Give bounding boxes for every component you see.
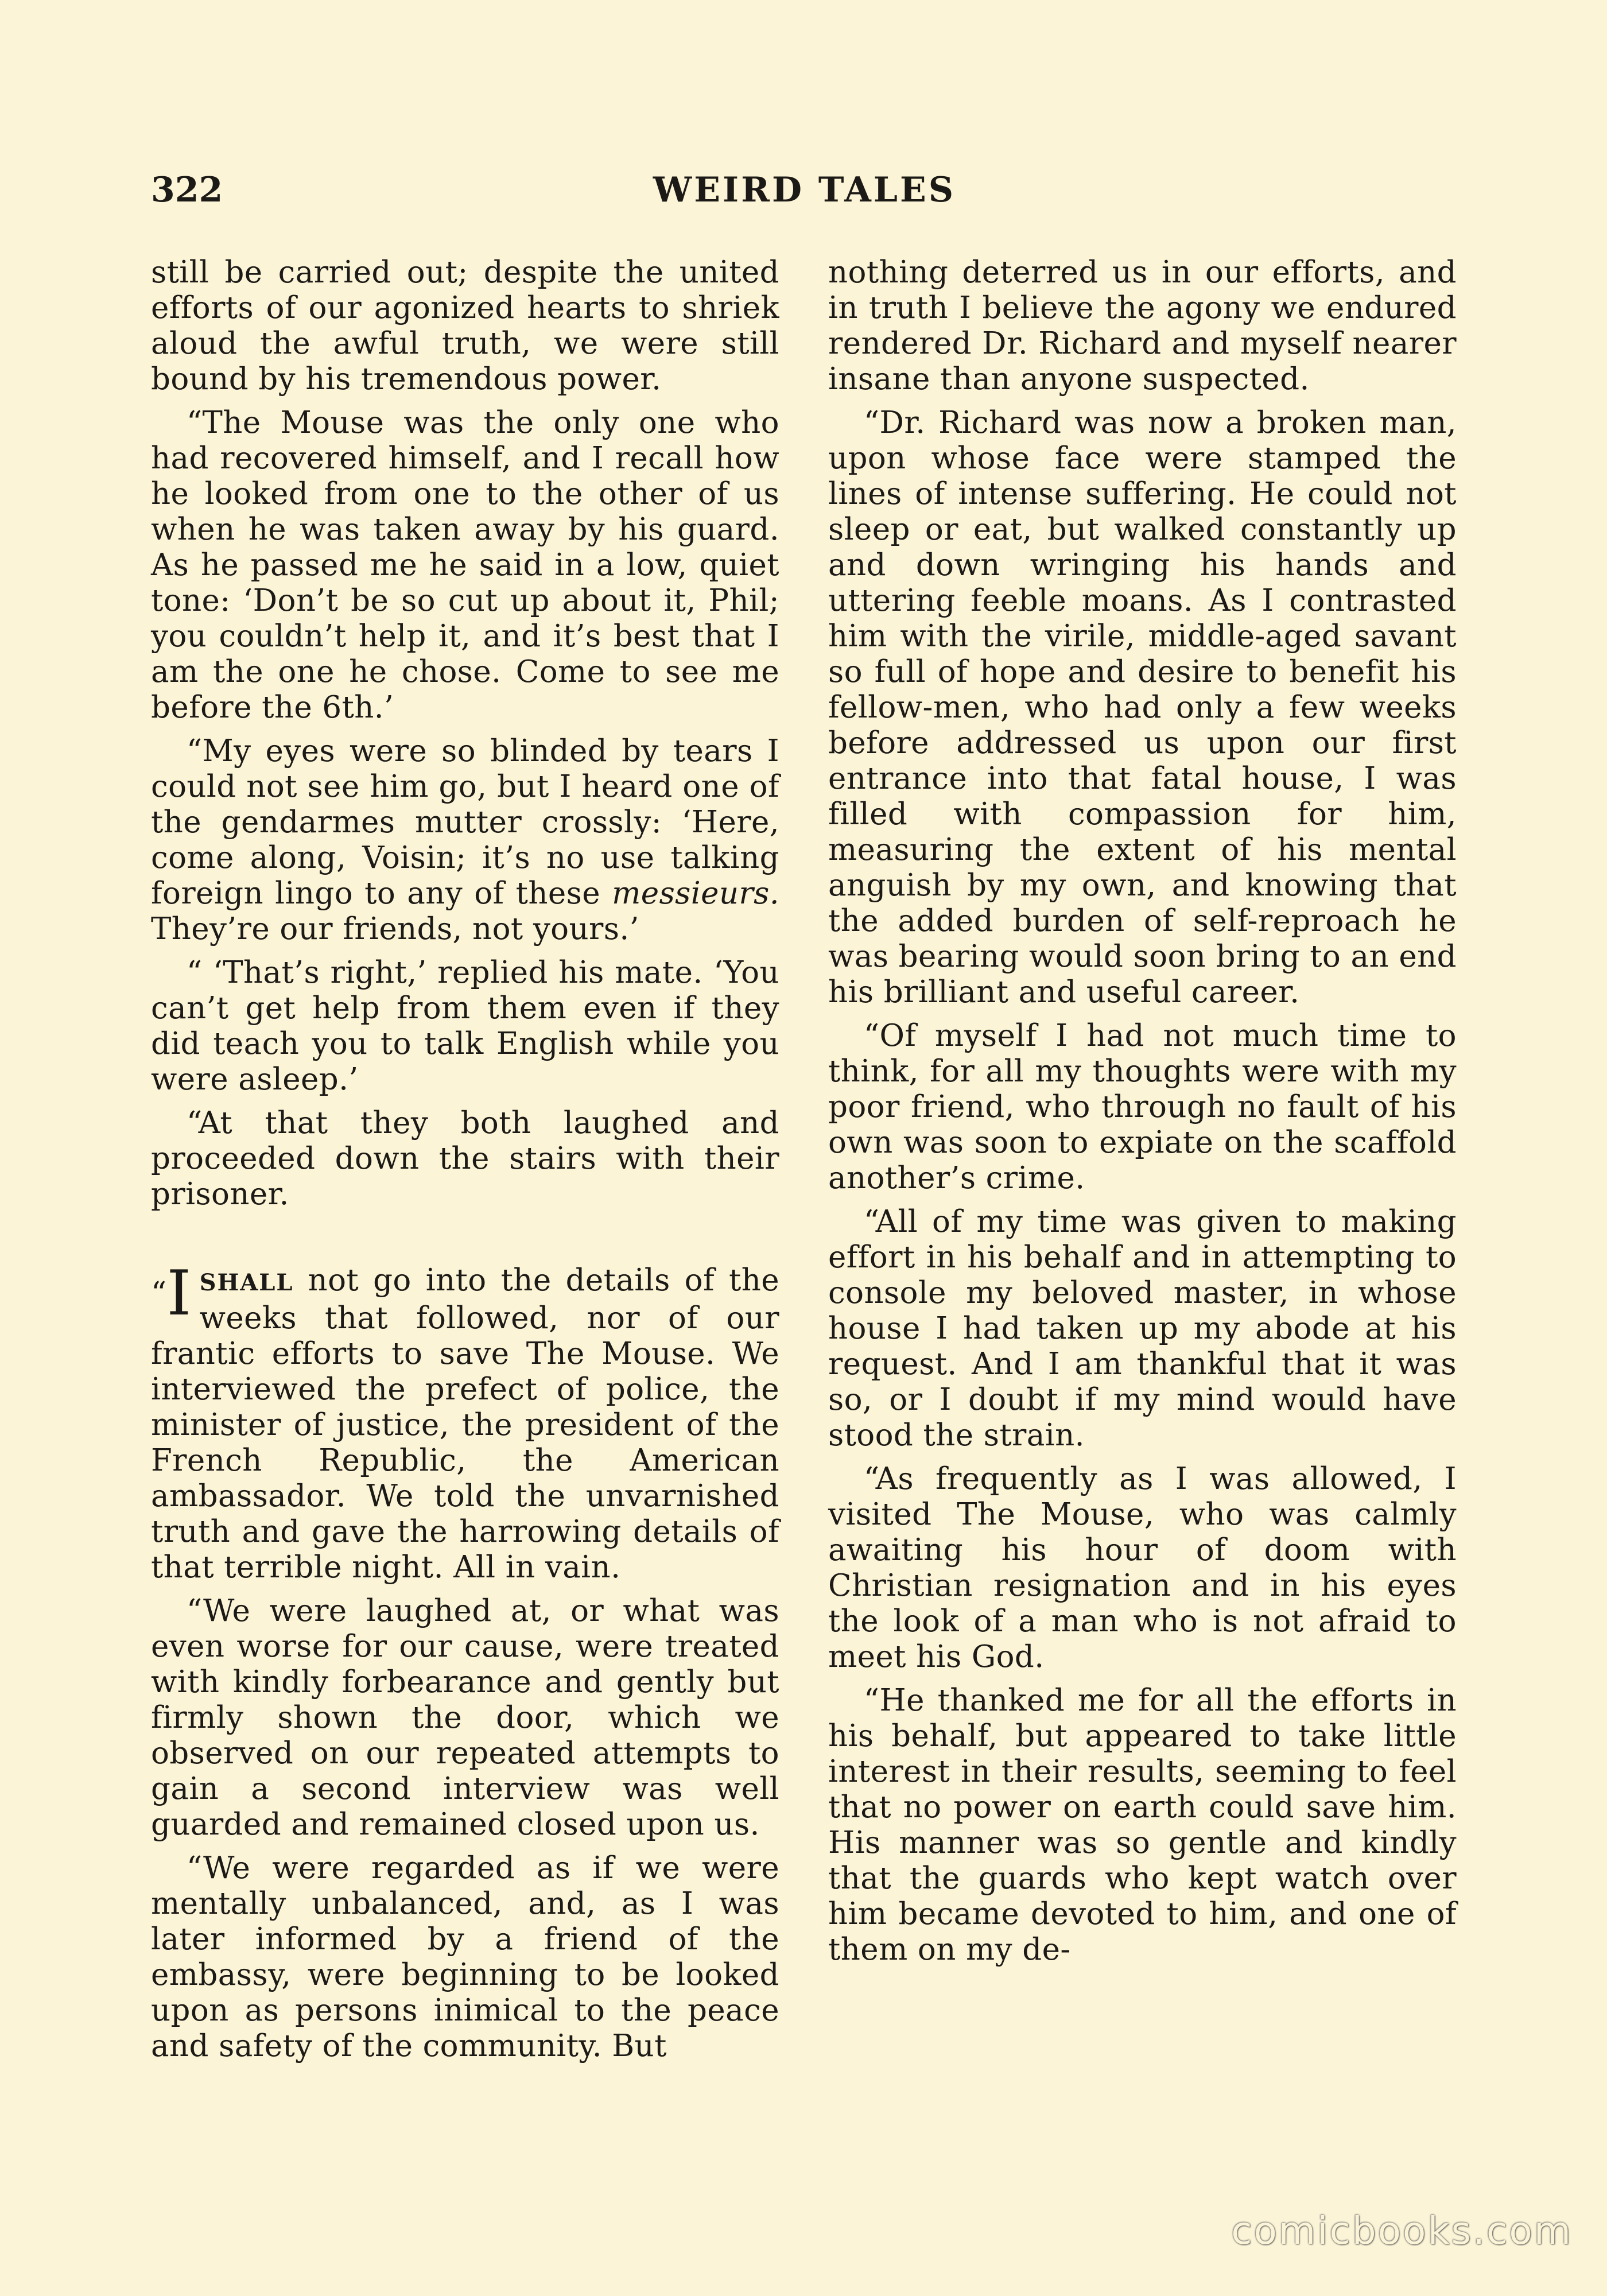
paragraph: “Of myself I had not much time to think, for all my thoughts were with my poor friend, who through no fault of his own was soon to expiate on the scaffold another’s crime. [828,1018,1457,1196]
left-column [151,255,779,2072]
right-column [828,255,1457,1976]
paragraph-text: not go into the details of the weeks that followed, nor of our frantic efforts to save The Mouse. We interviewed the prefect of police, the minister of justice, the president of the French Republic, the American ambassador. We told the unvarnished truth and gave the harrowing details of that terrible night. All in vain. [151,1263,779,1585]
small-caps-word: SHALL [199,1269,294,1296]
drop-cap-letter: I [166,1258,192,1329]
paragraph-text: “My eyes were so blinded by tears I could not see him go, but I heard one of the gendarmes mutter crossly: ‘Here, come along, Voisin; it’s no use talking foreign lingo to any of these [151,734,779,911]
page-header [151,170,1458,216]
paragraph: “He thanked me for all the efforts in his behalf, but appeared to take little interest in their results, seeming to feel that no power on earth could save him. His manner was so gentle and kindly that the guards who kept watch over him became devoted to him, and one of them on my de- [828,1683,1457,1967]
paragraph: still be carried out; despite the united efforts of our agonized hearts to shriek aloud the awful truth, we were still bound by his tremendous power. [151,255,779,397]
paragraph [151,734,779,947]
opening-quote: “ [151,1276,167,1311]
page-number: 322 [151,170,223,210]
paragraph: nothing deterred us in our efforts, and in truth I believe the agony we endured rendered Dr. Richard and myself nearer insane than anyone suspected. [828,255,1457,397]
paragraph: “As frequently as I was allowed, I visited The Mouse, who was calmly awaiting his hour of doom with Christian resignation and in his eyes the look of a man who is not afraid to meet his God. [828,1461,1457,1674]
paragraph: “The Mouse was the only one who had recovered himself, and I recall how he looked from one to the other of us when he was taken away by his guard. As he passed me he said in a low, quiet tone: ‘Don’t be so cut up about it, Phil; you couldn’t help it, and it’s best that I am the one he chose. Come to see me before the 6th.’ [151,405,779,725]
watermark: comicbooks.com [1231,2209,1573,2253]
paragraph: “ ‘That’s right,’ replied his mate. ‘You can’t get help from them even if they did teach you to talk English while you were asleep.’ [151,955,779,1097]
section-start-paragraph [151,1258,779,1585]
paragraph: “All of my time was given to making effort in his behalf and in attempting to console my beloved master, in whose house I had taken up my abode at his request. And I am thankful that it was so, or I doubt if my mind would have stood the strain. [828,1204,1457,1453]
paragraph: “We were regarded as if we were mentally unbalanced, and, as I was later informed by a friend of the embassy, were beginning to be looked upon as persons inimical to the peace and safety of the community. But [151,1851,779,2064]
paragraph: “Dr. Richard was now a broken man, upon whose face were stamped the lines of intense suffering. He could not sleep or eat, but walked constantly up and down wringing his hands and uttering feeble moans. As I contrasted him with the virile, middle-aged savant so full of hope and desire to benefit his fellow-men, who had only a few weeks before addressed us upon our first entrance into that fatal house, I was filled with compassion for him, measuring the extent of his mental anguish by my own, and knowing that the added burden of self-reproach he was bearing would soon bring to an end his brilliant and useful career. [828,405,1457,1010]
drop-cap [151,1258,192,1329]
paragraph-text: They’re our friends, not yours.’ [151,912,639,947]
paragraph: “We were laughed at, or what was even worse for our cause, were treated with kindly forbearance and gently but firmly shown the door, which we observed on our repeated attempts to gain a second interview was well guarded and remained closed upon us. [151,1593,779,1842]
running-head: WEIRD TALES [653,170,956,210]
paragraph: “At that they both laughed and proceeded down the stairs with their prisoner. [151,1106,779,1212]
italic-word: messieurs. [612,876,779,911]
